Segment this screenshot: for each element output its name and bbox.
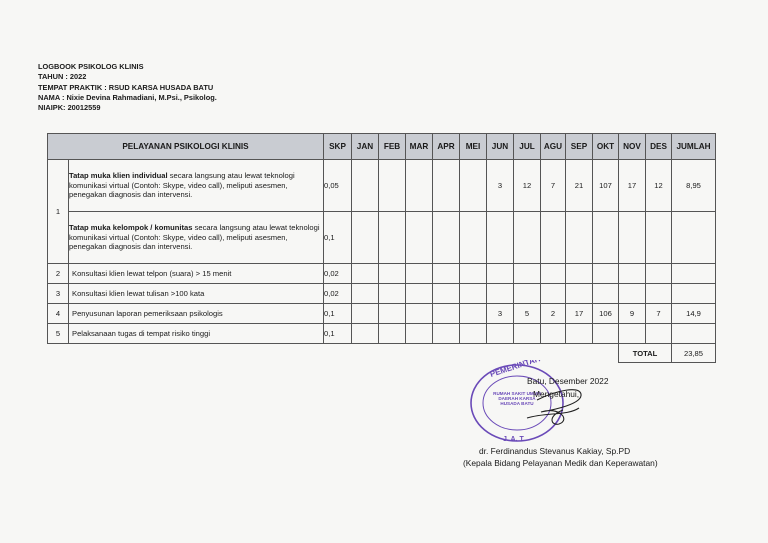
month-cell bbox=[619, 264, 646, 284]
month-cell bbox=[619, 212, 646, 264]
total-row bbox=[48, 344, 716, 363]
header-month: JUN bbox=[487, 134, 514, 160]
row-skp: 0,05 bbox=[324, 160, 352, 212]
month-cell bbox=[406, 324, 433, 344]
month-cell: 2 bbox=[541, 304, 566, 324]
row-description bbox=[69, 160, 324, 212]
month-cell bbox=[566, 324, 593, 344]
row-skp: 0,1 bbox=[324, 212, 352, 264]
month-cell bbox=[514, 212, 541, 264]
month-cell bbox=[352, 264, 379, 284]
month-cell: 17 bbox=[566, 304, 593, 324]
total-value: 23,85 bbox=[672, 344, 716, 363]
month-cell bbox=[566, 284, 593, 304]
month-cell bbox=[379, 284, 406, 304]
table-row bbox=[48, 264, 716, 284]
total-label: TOTAL bbox=[619, 344, 672, 363]
month-cell bbox=[646, 212, 672, 264]
month-cell bbox=[566, 212, 593, 264]
header-month: JAN bbox=[352, 134, 379, 160]
month-cell bbox=[566, 264, 593, 284]
row-description: Penyusunan laporan pemeriksaan psikologis bbox=[69, 304, 324, 324]
signature-knowing: Mengetahui, bbox=[533, 389, 580, 399]
logbook-table bbox=[47, 133, 716, 363]
month-cell: 9 bbox=[619, 304, 646, 324]
month-cell: 12 bbox=[514, 160, 541, 212]
month-cell bbox=[433, 324, 460, 344]
row-description: Pelaksanaan tugas di tempat risiko tinggi bbox=[69, 324, 324, 344]
signature-place-date: Batu, Desember 2022 bbox=[527, 376, 609, 386]
table-header-row bbox=[48, 134, 716, 160]
name-line: NAMA : Nixie Devina Rahmadiani, M.Psi., Psikolog. bbox=[38, 92, 217, 102]
month-cell: 7 bbox=[646, 304, 672, 324]
month-cell bbox=[593, 284, 619, 304]
table-row bbox=[48, 304, 716, 324]
month-cell bbox=[514, 324, 541, 344]
month-cell: 106 bbox=[593, 304, 619, 324]
month-cell bbox=[593, 212, 619, 264]
header-month: AGU bbox=[541, 134, 566, 160]
official-stamp bbox=[467, 360, 585, 451]
header-month: OKT bbox=[593, 134, 619, 160]
month-cell bbox=[352, 160, 379, 212]
month-cell bbox=[352, 284, 379, 304]
document-header bbox=[38, 62, 217, 113]
month-cell bbox=[541, 284, 566, 304]
row-jumlah bbox=[672, 212, 716, 264]
header-service: PELAYANAN PSIKOLOGI KLINIS bbox=[48, 134, 324, 160]
header-jumlah: JUMLAH bbox=[672, 134, 716, 160]
month-cell bbox=[406, 284, 433, 304]
header-month: APR bbox=[433, 134, 460, 160]
month-cell bbox=[433, 264, 460, 284]
row-number: 4 bbox=[48, 304, 69, 324]
stamp-top-text: PEMERINTAH bbox=[488, 360, 542, 379]
header-month: FEB bbox=[379, 134, 406, 160]
row-description: Konsultasi klien lewat tulisan >100 kata bbox=[69, 284, 324, 304]
month-cell bbox=[646, 264, 672, 284]
month-cell: 21 bbox=[566, 160, 593, 212]
niapk-line: NIAIPK: 20012559 bbox=[38, 103, 101, 113]
month-cell bbox=[487, 212, 514, 264]
month-cell: 17 bbox=[619, 160, 646, 212]
month-cell bbox=[514, 264, 541, 284]
row-description-bold: Tatap muka kelompok / komunitas bbox=[69, 223, 193, 233]
month-cell bbox=[487, 284, 514, 304]
month-cell bbox=[379, 324, 406, 344]
month-cell bbox=[487, 324, 514, 344]
month-cell bbox=[406, 304, 433, 324]
month-cell bbox=[593, 324, 619, 344]
table-row bbox=[48, 284, 716, 304]
month-cell bbox=[460, 160, 487, 212]
month-cell bbox=[541, 324, 566, 344]
month-cell: 12 bbox=[646, 160, 672, 212]
signer-position: (Kepala Bidang Pelayanan Medik dan Keperawatan) bbox=[463, 458, 658, 468]
month-cell bbox=[433, 284, 460, 304]
month-cell bbox=[406, 212, 433, 264]
header-month: JUL bbox=[514, 134, 541, 160]
practice-place-line: TEMPAT PRAKTIK : RSUD KARSA HUSADA BATU bbox=[38, 82, 214, 92]
month-cell bbox=[460, 304, 487, 324]
month-cell bbox=[646, 284, 672, 304]
month-cell bbox=[379, 212, 406, 264]
month-cell bbox=[406, 160, 433, 212]
row-jumlah: 14,9 bbox=[672, 304, 716, 324]
month-cell: 3 bbox=[487, 304, 514, 324]
month-cell bbox=[433, 212, 460, 264]
month-cell bbox=[593, 264, 619, 284]
row-jumlah: 8,95 bbox=[672, 160, 716, 212]
header-month: MEI bbox=[460, 134, 487, 160]
row-description-rest: secara langsung atau lewat teknologi komunikasi virtual (Contoh: Skype, video call), meliputi asesmen, penegakan diagnosis dan intervensi. bbox=[69, 171, 295, 200]
row-jumlah bbox=[672, 284, 716, 304]
month-cell bbox=[646, 324, 672, 344]
stamp-bottom-text: J. A. T. bbox=[503, 436, 525, 443]
month-cell bbox=[541, 264, 566, 284]
header-month: MAR bbox=[406, 134, 433, 160]
month-cell bbox=[379, 264, 406, 284]
month-cell bbox=[406, 264, 433, 284]
row-skp: 0,02 bbox=[324, 284, 352, 304]
row-skp: 0,1 bbox=[324, 304, 352, 324]
month-cell bbox=[379, 304, 406, 324]
logbook-title: LOGBOOK PSIKOLOG KLINIS bbox=[38, 62, 144, 71]
row-jumlah bbox=[672, 264, 716, 284]
month-cell bbox=[460, 324, 487, 344]
row-number: 3 bbox=[48, 284, 69, 304]
row-description: Konsultasi klien lewat telpon (suara) > 15 menit bbox=[69, 264, 324, 284]
month-cell bbox=[460, 212, 487, 264]
header-month: DES bbox=[646, 134, 672, 160]
row-number: 5 bbox=[48, 324, 69, 344]
signer-name: dr. Ferdinandus Stevanus Kakiay, Sp.PD bbox=[479, 446, 631, 456]
stamp-inner-text: RUMAH SAKIT UMUM DAERAH KARSA HUSADA BATU bbox=[493, 391, 541, 407]
year-line: TAHUN : 2022 bbox=[38, 72, 87, 82]
month-cell bbox=[352, 304, 379, 324]
month-cell: 107 bbox=[593, 160, 619, 212]
month-cell bbox=[619, 324, 646, 344]
month-cell bbox=[541, 212, 566, 264]
row-skp: 0,1 bbox=[324, 324, 352, 344]
month-cell bbox=[433, 160, 460, 212]
month-cell bbox=[352, 324, 379, 344]
table-row bbox=[48, 324, 716, 344]
row-jumlah bbox=[672, 324, 716, 344]
row-description bbox=[69, 212, 324, 264]
month-cell bbox=[619, 284, 646, 304]
row-description-rest: secara langsung atau lewat teknologi komunikasi virtual (Contoh: Skype, video call), meliputi asesmen, penegakan diagnosis dan intervensi. bbox=[69, 223, 320, 252]
row-skp: 0,02 bbox=[324, 264, 352, 284]
month-cell bbox=[352, 212, 379, 264]
month-cell bbox=[514, 284, 541, 304]
month-cell: 3 bbox=[487, 160, 514, 212]
month-cell: 5 bbox=[514, 304, 541, 324]
header-skp: SKP bbox=[324, 134, 352, 160]
month-cell: 7 bbox=[541, 160, 566, 212]
row-description-bold: Tatap muka klien individual bbox=[69, 171, 168, 181]
month-cell bbox=[379, 160, 406, 212]
month-cell bbox=[487, 264, 514, 284]
header-month: NOV bbox=[619, 134, 646, 160]
table-row bbox=[48, 160, 716, 212]
month-cell bbox=[460, 284, 487, 304]
row-number: 1 bbox=[48, 160, 69, 264]
header-month: SEP bbox=[566, 134, 593, 160]
month-cell bbox=[460, 264, 487, 284]
table-row bbox=[48, 212, 716, 264]
month-cell bbox=[433, 304, 460, 324]
row-number: 2 bbox=[48, 264, 69, 284]
